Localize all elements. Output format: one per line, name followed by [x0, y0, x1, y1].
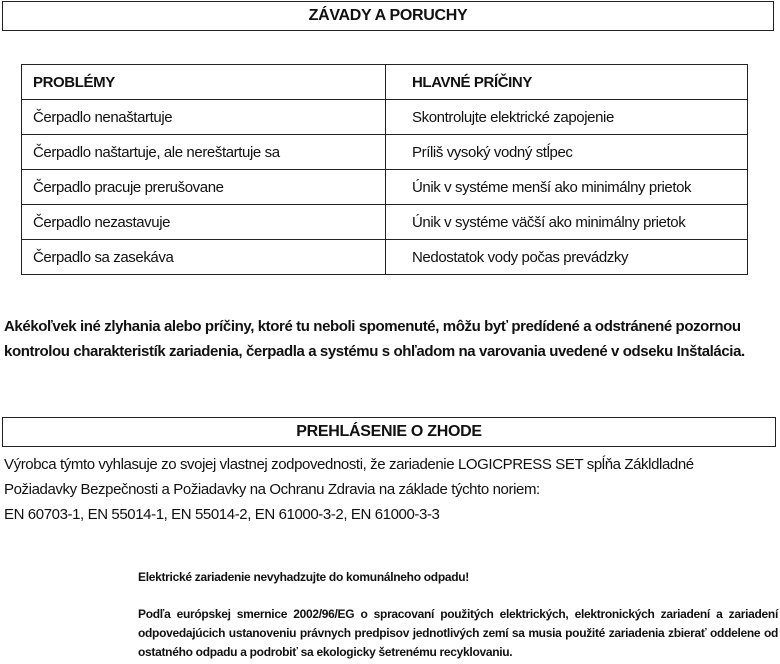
table-row: [22, 170, 748, 205]
problem-cell: Čerpadlo sa zasekáva: [22, 240, 386, 275]
troubleshooting-table: [21, 64, 748, 275]
disposal-directive-text: Podľa európskej smernice 2002/96/EG o spracovaní použitých elektrických, elektronických zariadení a zariadení odpovedajúcich ustanoveniu právnych predpisov jednotlivých zemí sa musia použité zariadenia zbierať oddelene od ostatného odpadu a podrobiť sa ekologicky šetrenému recyklovaniu.: [138, 607, 778, 659]
table-row: [22, 135, 748, 170]
column-header-causes: HLAVNÉ PRÍČINY: [386, 65, 748, 100]
cause-cell: Únik v systéme menší ako minimálny prietok: [386, 170, 748, 205]
other-failures-paragraph: [4, 314, 774, 364]
table-row: [22, 240, 748, 275]
cause-cell: Príliš vysoký vodný stĺpec: [386, 135, 748, 170]
problem-cell: Čerpadlo pracuje prerušovane: [22, 170, 386, 205]
problem-cell: Čerpadlo nenaštartuje: [22, 100, 386, 135]
paragraph-line: Akékoľvek iné zlyhania alebo príčiny, ktoré tu neboli spomenuté, môžu byť predídené a odstránené pozornou: [4, 318, 741, 335]
paragraph-line: Požiadavky Bezpečnosti a Požiadavky na Ochranu Zdravia na základe týchto noriem:: [4, 481, 540, 498]
table-row: [22, 100, 748, 135]
section-title-faults: ZÁVADY A PORUCHY: [2, 1, 774, 31]
problem-cell: Čerpadlo naštartuje, ale nereštartuje sa: [22, 135, 386, 170]
cause-cell: Únik v systéme väčší ako minimálny prietok: [386, 205, 748, 240]
paragraph-line: kontrolou charakteristík zariadenia, čerpadla a systému s ohľadom na varovania uvedené v odseku Inštalácia.: [4, 343, 745, 360]
section-title-conformity: PREHLÁSENIE O ZHODE: [2, 417, 776, 447]
disposal-notice: Elektrické zariadenie nevyhadzujte do komunálneho odpadu!: [138, 570, 469, 584]
column-header-problems: PROBLÉMY: [22, 65, 386, 100]
table-header-row: [22, 65, 748, 100]
problem-cell: Čerpadlo nezastavuje: [22, 205, 386, 240]
cause-cell: Skontrolujte elektrické zapojenie: [386, 100, 748, 135]
standards-list: EN 60703-1, EN 55014-1, EN 55014-2, EN 61000-3-2, EN 61000-3-3: [4, 506, 440, 523]
cause-cell: Nedostatok vody počas prevádzky: [386, 240, 748, 275]
declaration-paragraph: [4, 452, 774, 527]
table-row: [22, 205, 748, 240]
paragraph-line: Výrobca týmto vyhlasuje zo svojej vlastnej zodpovednosti, že zariadenie LOGICPRESS SET spĺňa Zákldladné: [4, 456, 694, 473]
